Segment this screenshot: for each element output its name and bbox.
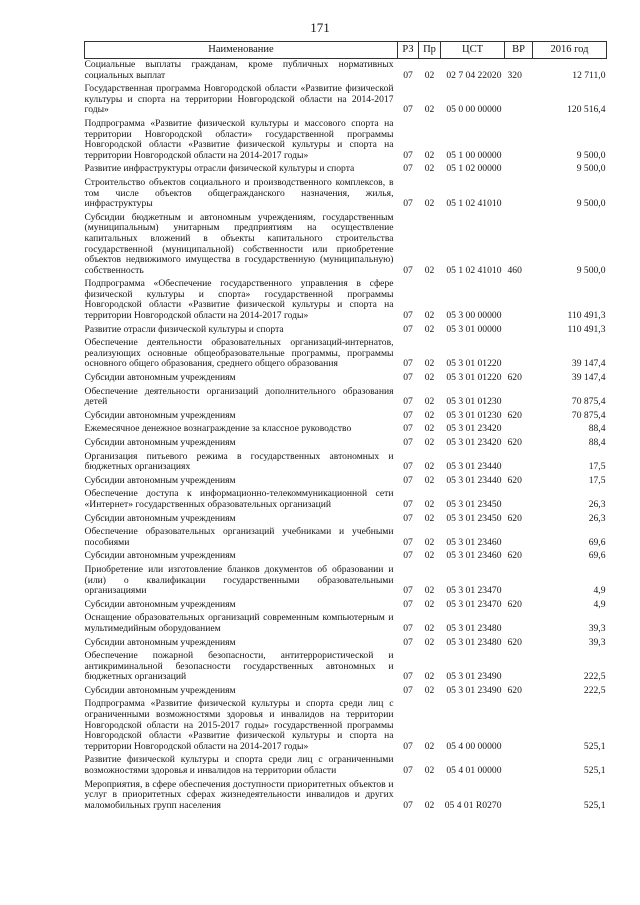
cell-name: Мероприятия, в сфере обеспечения доступности приоритетных объектов и услуг в приоритетных сферах жизнедеятельности инвалидов и других маломобильных групп населения	[84, 778, 394, 811]
cell-name: Приобретение или изготовление бланков документов об образовании и (или) о квалификации государственными образовательными организациями	[84, 563, 394, 597]
cell-name: Социальные выплаты гражданам, кроме публичных нормативных социальных выплат	[84, 59, 394, 81]
cell-amount: 222,5	[583, 671, 606, 683]
cell-pr: 02	[424, 585, 435, 597]
cell-vr: 620	[507, 437, 522, 448]
table-row	[85, 513, 607, 527]
cell-vr	[505, 386, 533, 410]
cell-pr: 02	[424, 409, 435, 421]
cell-name: Государственная программа Новгородской области «Развитие физической культуры и спорта на территории Новгородской области на 2014-2017 годы»	[84, 83, 394, 116]
cell-name: Обеспечение образовательных организаций учебниками и учебными пособиями	[84, 526, 394, 548]
cell-pr: 02	[424, 536, 435, 548]
cell-pr: 02	[424, 671, 435, 683]
cell-pr: 02	[424, 474, 435, 486]
cell-name: Субсидии автономным учреждениям	[84, 684, 236, 696]
cell-name: Обеспечение доступа к информационно-телекоммуникационной сети «Интернет» государственных образовательных организаций	[84, 488, 394, 510]
cell-name: Субсидии автономным учреждениям	[84, 372, 236, 384]
table-row	[85, 564, 607, 599]
header-rz: РЗ	[398, 42, 419, 59]
cell-cst: 05 3 01 23460	[446, 550, 502, 562]
cell-cst: 05 1 00 00000	[446, 149, 502, 161]
cell-name: Оснащение образовательных организаций современным компьютерным и мультимедийным оборудованием	[84, 612, 394, 634]
cell-name: Подпрограмма «Развитие физической культуры и спорта среди лиц с ограниченными возможностями здоровья и инвалидов на территории Новгородской области на 2015-2017 годы» государственной программы Новгородской области «Развитие физической культуры и спорта на территории Новгородской области на 2014-2017 годы»	[84, 698, 394, 752]
cell-name: Подпрограмма «Развитие физической культуры и массового спорта на территории Новгородской области» государственной программы Новгородской области «Развитие физической культуры и спорта на территории Новгородской области на 2014-2017 годы»	[84, 117, 394, 161]
cell-amount: 4,9	[593, 598, 606, 610]
cell-vr	[505, 337, 533, 372]
cell-vr	[505, 118, 533, 163]
cell-vr: 620	[507, 598, 522, 610]
table-row	[85, 451, 607, 475]
cell-pr: 02	[424, 323, 435, 335]
cell-vr	[505, 650, 533, 685]
cell-cst: 05 3 01 23440	[446, 461, 502, 473]
cell-amount: 88,4	[588, 423, 606, 435]
cell-pr: 02	[424, 684, 435, 696]
cell-cst: 05 1 02 41010	[446, 198, 502, 210]
table-row	[85, 177, 607, 212]
header-cst: ЦСТ	[441, 42, 505, 59]
cell-vr	[505, 488, 533, 512]
table-row	[85, 278, 607, 323]
cell-rz: 07	[403, 149, 413, 161]
cell-vr	[505, 754, 533, 778]
table-row	[85, 163, 607, 177]
cell-vr	[505, 451, 533, 475]
table-row	[85, 488, 607, 512]
table-row	[85, 637, 607, 651]
cell-vr: 620	[507, 409, 522, 421]
cell-vr: 620	[507, 512, 522, 524]
header-name: Наименование	[85, 42, 398, 59]
cell-pr: 02	[424, 550, 435, 562]
cell-pr: 02	[424, 512, 435, 524]
cell-name: Субсидии автономным учреждениям	[84, 474, 236, 486]
cell-rz: 07	[403, 264, 413, 276]
cell-rz: 07	[403, 498, 413, 510]
cell-amount: 525,1	[583, 765, 606, 777]
cell-vr: 620	[507, 550, 522, 562]
cell-rz: 07	[403, 310, 413, 322]
table-body	[85, 59, 607, 814]
table-row	[85, 526, 607, 550]
cell-amount: 39 147,4	[571, 372, 606, 384]
cell-rz: 07	[403, 636, 413, 648]
cell-name: Субсидии автономным учреждениям	[84, 409, 236, 421]
cell-rz: 07	[403, 69, 413, 81]
table-row	[85, 754, 607, 778]
cell-vr	[505, 278, 533, 323]
cell-rz: 07	[403, 512, 413, 524]
cell-vr	[505, 163, 533, 177]
cell-cst: 05 3 01 01220	[446, 358, 502, 370]
cell-amount: 9 500,0	[576, 149, 606, 161]
cell-vr: 320	[507, 69, 522, 81]
table-row	[85, 324, 607, 338]
cell-cst: 05 3 00 00000	[446, 310, 502, 322]
cell-cst: 05 3 01 23490	[446, 671, 502, 683]
cell-amount: 120 516,4	[567, 104, 606, 116]
header-row	[85, 42, 607, 59]
cell-rz: 07	[403, 423, 413, 435]
table-row	[85, 212, 607, 279]
cell-cst: 05 1 02 41010	[446, 264, 502, 276]
cell-amount: 69,6	[588, 536, 606, 548]
table-row	[85, 612, 607, 636]
cell-amount: 110 491,3	[567, 310, 606, 322]
cell-amount: 88,4	[588, 437, 606, 448]
cell-rz: 07	[403, 740, 413, 752]
cell-pr: 02	[424, 310, 435, 322]
cell-cst: 05 3 01 23420	[446, 437, 502, 448]
cell-rz: 07	[403, 409, 413, 421]
cell-amount: 39 147,4	[571, 358, 606, 370]
cell-cst: 05 3 01 23450	[446, 512, 502, 524]
cell-amount: 525,1	[583, 740, 606, 752]
cell-cst: 05 4 01 R0270	[444, 799, 502, 811]
cell-rz: 07	[403, 461, 413, 473]
cell-name: Обеспечение деятельности образовательных организаций-интернатов, реализующих основные общеобразовательные программы, программы основного общего образования, среднего общего образования	[84, 337, 394, 370]
cell-name: Обеспечение деятельности организаций дополнительного образования детей	[84, 385, 394, 408]
cell-rz: 07	[403, 765, 413, 777]
cell-cst: 05 3 01 23470	[446, 585, 502, 597]
cell-amount: 110 491,3	[567, 323, 606, 335]
cell-name: Ежемесячное денежное вознаграждение за классное руководство	[84, 423, 352, 435]
cell-cst: 05 3 01 23420	[446, 423, 502, 435]
cell-name: Субсидии бюджетным и автономным учреждениям, государственным (муниципальным) унитарным предприятиям на осуществление капитальных вложений в объекты капитального строительства государственной (муниципальной) собственности или приобретение объектов недвижимого имущества в государственную (муниципальную) собственность	[84, 211, 394, 276]
cell-cst: 05 3 01 01220	[446, 372, 502, 384]
cell-amount: 17,5	[588, 461, 606, 473]
cell-pr: 02	[424, 498, 435, 510]
cell-pr: 02	[424, 149, 435, 161]
cell-rz: 07	[403, 104, 413, 116]
cell-pr: 02	[424, 799, 435, 811]
table-row	[85, 83, 607, 118]
cell-rz: 07	[403, 198, 413, 210]
cell-rz: 07	[403, 550, 413, 562]
page-number: 171	[310, 20, 330, 35]
cell-vr: 620	[507, 684, 522, 696]
cell-vr	[505, 324, 533, 338]
table-row	[85, 423, 607, 437]
cell-rz: 07	[403, 536, 413, 548]
cell-cst: 05 4 00 00000	[446, 740, 502, 752]
header-amount: 2016 год	[533, 42, 607, 59]
table-row	[85, 475, 607, 489]
cell-amount: 525,1	[583, 799, 606, 811]
cell-pr: 02	[424, 264, 435, 276]
table-row	[85, 337, 607, 372]
cell-rz: 07	[403, 372, 413, 384]
cell-vr: 620	[507, 636, 522, 648]
cell-cst: 05 3 01 01230	[446, 396, 502, 408]
cell-cst: 05 3 01 23480	[446, 622, 502, 634]
cell-amount: 4,9	[593, 585, 606, 597]
cell-amount: 39,3	[588, 622, 606, 634]
cell-pr: 02	[424, 396, 435, 408]
cell-amount: 222,5	[583, 684, 606, 696]
cell-cst: 05 3 01 01230	[446, 409, 502, 421]
cell-amount: 9 500,0	[576, 198, 606, 210]
table-row	[85, 372, 607, 386]
table-row	[85, 599, 607, 613]
table-row	[85, 685, 607, 699]
cell-name: Субсидии автономным учреждениям	[84, 437, 236, 448]
cell-name: Субсидии автономным учреждениям	[84, 598, 236, 610]
cell-amount: 17,5	[588, 474, 606, 486]
cell-rz: 07	[403, 474, 413, 486]
cell-vr	[505, 423, 533, 437]
cell-name: Развитие инфраструктуры отрасли физической культуры и спорта	[84, 163, 355, 175]
cell-rz: 07	[403, 585, 413, 597]
cell-vr	[505, 564, 533, 599]
cell-name: Подпрограмма «Обеспечение государственного управления в сфере физической культуры и спорта» государственной программы Новгородской области «Развитие физической культуры и спорта на территории Новгородской области на 2014-2017 годы»	[84, 278, 394, 322]
cell-pr: 02	[424, 69, 435, 81]
cell-vr	[505, 698, 533, 754]
cell-amount: 26,3	[588, 498, 606, 510]
cell-rz: 07	[403, 598, 413, 610]
table-row	[85, 779, 607, 814]
cell-vr: 460	[507, 264, 522, 276]
cell-name: Развитие физической культуры и спорта среди лиц с ограниченными возможностями здоровья и инвалидов на территории области	[84, 754, 394, 777]
cell-cst: 05 3 01 23460	[446, 536, 502, 548]
cell-pr: 02	[424, 598, 435, 610]
table-row	[85, 550, 607, 564]
cell-cst: 05 0 00 00000	[446, 104, 502, 116]
cell-amount: 70 875,4	[571, 396, 606, 408]
cell-pr: 02	[424, 740, 435, 752]
cell-name: Развитие отрасли физической культуры и спорта	[84, 323, 284, 335]
budget-table	[84, 41, 607, 813]
cell-name: Субсидии автономным учреждениям	[84, 636, 236, 648]
table-row	[85, 698, 607, 754]
cell-cst: 05 1 02 00000	[446, 163, 502, 175]
cell-name: Строительство объектов социального и производственного комплексов, в том числе объектов общегражданского назначения, жилья, инфраструктуры	[84, 176, 394, 210]
cell-name: Субсидии автономным учреждениям	[84, 512, 236, 524]
cell-amount: 9 500,0	[576, 264, 606, 276]
cell-amount: 12 711,0	[572, 69, 606, 81]
cell-pr: 02	[424, 461, 435, 473]
table-row	[85, 437, 607, 451]
cell-cst: 05 3 01 23490	[446, 684, 502, 696]
table-row	[85, 118, 607, 163]
cell-rz: 07	[403, 622, 413, 634]
cell-vr	[505, 779, 533, 814]
cell-pr: 02	[424, 437, 435, 448]
cell-pr: 02	[424, 198, 435, 210]
cell-rz: 07	[403, 684, 413, 696]
cell-cst: 05 3 01 23470	[446, 598, 502, 610]
table-row	[85, 410, 607, 424]
cell-cst: 05 3 01 00000	[446, 323, 502, 335]
cell-rz: 07	[403, 358, 413, 370]
cell-amount: 69,6	[588, 550, 606, 562]
cell-amount: 70 875,4	[571, 409, 606, 421]
cell-vr	[505, 526, 533, 550]
cell-pr: 02	[424, 104, 435, 116]
table-row	[85, 650, 607, 685]
table-header	[85, 42, 607, 59]
cell-pr: 02	[424, 765, 435, 777]
cell-vr	[505, 612, 533, 636]
cell-vr: 620	[507, 474, 522, 486]
cell-rz: 07	[403, 323, 413, 335]
cell-cst: 05 3 01 23480	[446, 636, 502, 648]
cell-cst: 02 7 04 22020	[446, 69, 502, 81]
cell-name: Организация питьевого режима в государственных автономных и бюджетных организациях	[84, 450, 394, 473]
cell-name: Субсидии автономным учреждениям	[84, 550, 236, 562]
cell-rz: 07	[403, 437, 413, 448]
table-row	[85, 386, 607, 410]
cell-amount: 26,3	[588, 512, 606, 524]
cell-rz: 07	[403, 163, 413, 175]
cell-cst: 05 4 01 00000	[446, 765, 502, 777]
cell-pr: 02	[424, 372, 435, 384]
cell-amount: 9 500,0	[576, 163, 606, 175]
cell-amount: 39,3	[588, 636, 606, 648]
cell-cst: 05 3 01 23450	[446, 498, 502, 510]
header-pr: Пр	[419, 42, 441, 59]
cell-rz: 07	[403, 799, 413, 811]
cell-pr: 02	[424, 423, 435, 435]
cell-cst: 05 3 01 23440	[446, 474, 502, 486]
cell-vr: 620	[507, 372, 522, 384]
cell-vr	[505, 83, 533, 118]
cell-pr: 02	[424, 358, 435, 370]
cell-vr	[505, 177, 533, 212]
cell-pr: 02	[424, 636, 435, 648]
cell-pr: 02	[424, 163, 435, 175]
table-row	[85, 59, 607, 84]
cell-name: Обеспечение пожарной безопасности, антитеррористической и антикриминальной безопасности государственных автономных и бюджетных организаций	[84, 650, 394, 683]
cell-rz: 07	[403, 396, 413, 408]
cell-rz: 07	[403, 671, 413, 683]
header-vr: ВР	[505, 42, 533, 59]
cell-pr: 02	[424, 622, 435, 634]
